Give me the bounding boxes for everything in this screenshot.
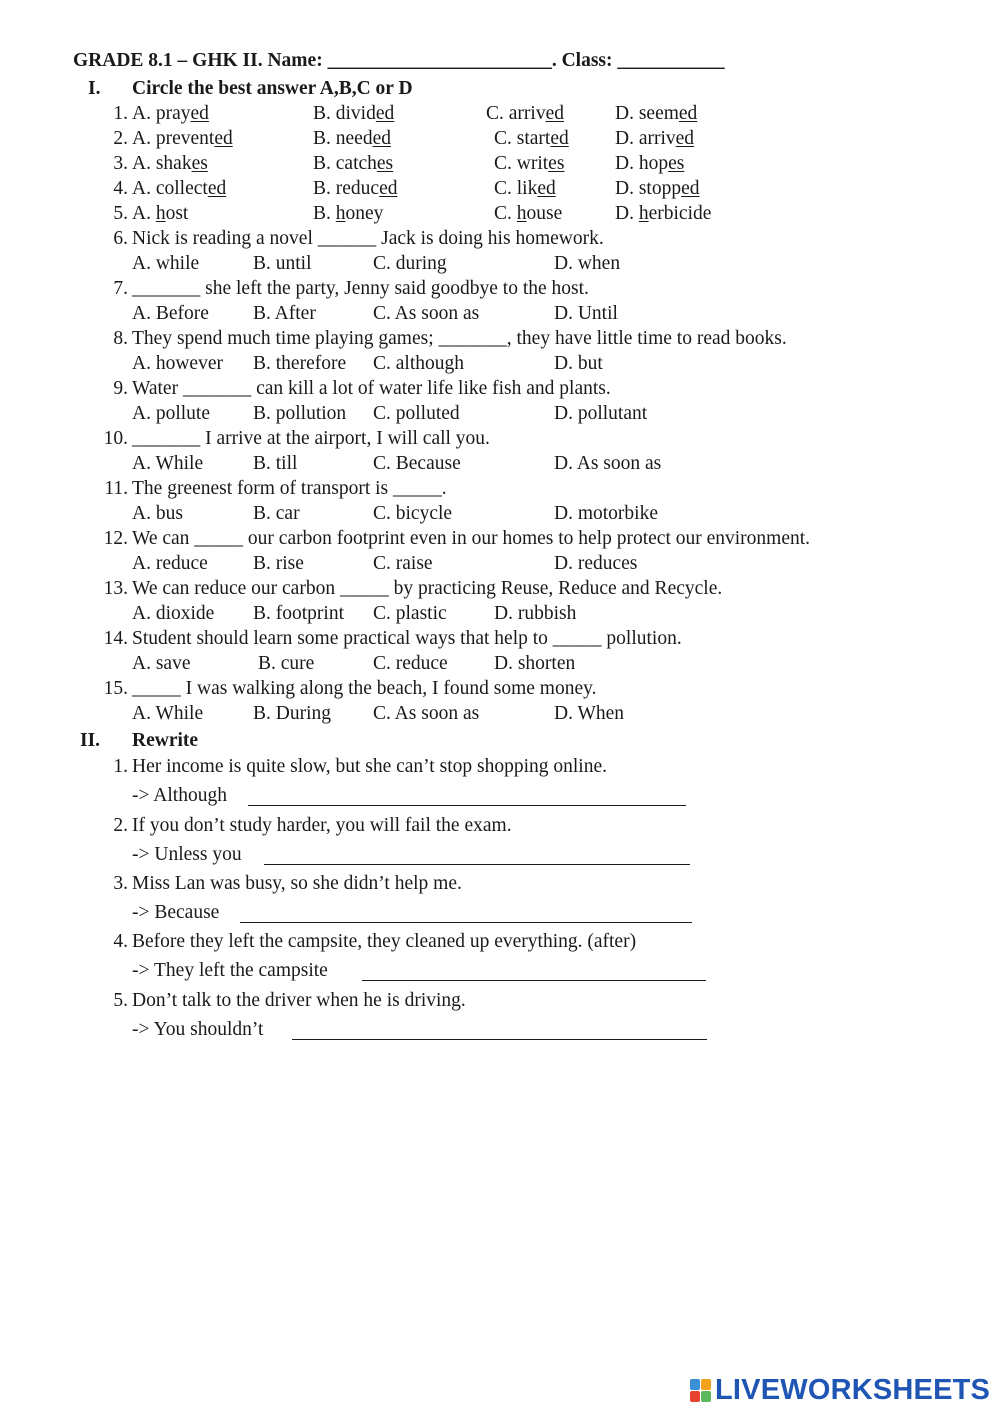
question-stem: We can reduce our carbon _____ by practicing Reuse, Reduce and Recycle. <box>132 578 723 599</box>
original-sentence: Miss Lan was busy, so she didn’t help me. <box>132 873 462 894</box>
options-row <box>0 453 999 478</box>
answer-option[interactable]: A. While <box>132 703 204 724</box>
answer-option[interactable] <box>486 103 564 125</box>
question-number: 7. <box>113 278 128 299</box>
option-text: A. prevent <box>132 128 215 149</box>
section-2-title: Rewrite <box>132 730 199 751</box>
answer-option[interactable] <box>132 128 233 150</box>
original-sentence: Her income is quite slow, but she can’t stop shopping online. <box>132 756 607 777</box>
option-text: A. pray <box>132 103 191 124</box>
options-row <box>0 603 999 628</box>
option-text: A. shak <box>132 153 192 174</box>
option-text-rest: oney <box>345 203 384 224</box>
answer-blank[interactable] <box>292 1039 707 1040</box>
answer-option[interactable] <box>132 178 226 200</box>
answer-option[interactable]: D. reduces <box>554 553 638 574</box>
logo-mark-icon <box>690 1379 712 1403</box>
section-2-numeral: II. <box>80 730 101 751</box>
rewrite-prompt: -> Because <box>132 902 220 923</box>
answer-option[interactable]: B. After <box>253 303 316 324</box>
underlined-sound: es <box>376 153 394 174</box>
options-row <box>0 653 999 678</box>
answer-option[interactable]: D. pollutant <box>554 403 648 424</box>
question-number: 9. <box>113 378 128 399</box>
answer-option[interactable] <box>494 203 562 225</box>
answer-option[interactable]: A. Before <box>132 303 209 324</box>
option-text-rest: erbicide <box>648 203 712 224</box>
answer-option[interactable]: C. As soon as <box>373 703 480 724</box>
question-row <box>0 578 999 603</box>
answer-option[interactable]: B. therefore <box>253 353 347 374</box>
question-number: 12. <box>103 528 128 549</box>
question-row <box>0 203 999 228</box>
rewrite-sentence-row <box>0 990 999 1015</box>
option-text-rest: ouse <box>526 203 563 224</box>
question-number: 1. <box>113 756 128 777</box>
underlined-sound: ed <box>207 178 227 199</box>
options-row <box>0 553 999 578</box>
answer-option[interactable]: A. bus <box>132 503 183 524</box>
logo-text: LIVEWORKSHEETS <box>715 1374 991 1406</box>
underlined-sound: ed <box>681 178 700 199</box>
answer-option[interactable]: D. but <box>554 353 603 374</box>
answer-blank[interactable] <box>248 805 686 806</box>
answer-option[interactable]: D. shorten <box>494 653 576 674</box>
answer-option[interactable] <box>313 203 383 225</box>
question-number: 13. <box>103 578 128 599</box>
options-row <box>0 353 999 378</box>
underlined-sound: h <box>516 203 527 224</box>
underlined-sound: es <box>191 153 208 174</box>
answer-option[interactable]: B. till <box>253 453 298 474</box>
question-number: 8. <box>113 328 128 349</box>
question-row <box>0 428 999 453</box>
underlined-sound: ed <box>190 103 209 124</box>
answer-option[interactable]: C. plastic <box>373 603 447 624</box>
answer-option[interactable]: B. car <box>253 503 300 524</box>
underlined-sound: ed <box>375 103 395 124</box>
underlined-sound: h <box>638 203 649 224</box>
rewrite-answer-row <box>0 1019 999 1044</box>
answer-option[interactable] <box>615 103 697 125</box>
option-text: B. catch <box>313 153 377 174</box>
answer-option[interactable]: B. pollution <box>253 403 347 424</box>
underlined-sound: ed <box>545 103 564 124</box>
answer-option[interactable]: A. while <box>132 253 200 274</box>
rewrite-sentence-row <box>0 756 999 781</box>
original-sentence: Before they left the campsite, they cleaned up everything. (after) <box>132 931 637 952</box>
rewrite-answer-row <box>0 844 999 869</box>
question-row <box>0 103 999 128</box>
answer-option[interactable]: C. Because <box>373 453 461 474</box>
question-number: 4. <box>113 931 128 952</box>
answer-option[interactable]: C. although <box>373 353 464 374</box>
worksheet-header: GRADE 8.1 – GHK II. Name: _______________________. Class: ___________ <box>73 50 725 71</box>
answer-blank[interactable] <box>240 922 692 923</box>
question-row <box>0 128 999 153</box>
answer-option[interactable]: C. bicycle <box>373 503 453 524</box>
answer-option[interactable]: D. when <box>554 253 621 274</box>
question-number: 3. <box>113 153 128 174</box>
question-stem: Nick is reading a novel ______ Jack is doing his homework. <box>132 228 604 249</box>
answer-option[interactable] <box>615 128 694 150</box>
underlined-sound: ed <box>550 128 569 149</box>
answer-option[interactable]: D. rubbish <box>494 603 577 624</box>
question-stem: We can _____ our carbon footprint even in our homes to help protect our environment. <box>132 528 811 549</box>
question-number: 15. <box>103 678 128 699</box>
question-row <box>0 628 999 653</box>
underlined-sound: es <box>668 153 685 174</box>
answer-option[interactable]: A. however <box>132 353 223 374</box>
question-stem: They spend much time playing games; _______, they have little time to read books. <box>132 328 787 349</box>
answer-option[interactable] <box>615 178 700 200</box>
answer-blank[interactable] <box>264 864 690 865</box>
question-number: 2. <box>113 128 128 149</box>
answer-option[interactable]: D. As soon as <box>554 453 662 474</box>
option-text: B. <box>313 203 336 224</box>
answer-blank[interactable] <box>362 980 706 981</box>
question-row <box>0 528 999 553</box>
answer-option[interactable] <box>132 203 188 225</box>
question-row <box>0 278 999 303</box>
option-text-rest: ost <box>165 203 189 224</box>
rewrite-prompt: -> They left the campsite <box>132 960 328 981</box>
section-1-numeral: I. <box>88 78 101 99</box>
option-text: C. writ <box>494 153 549 174</box>
question-stem: _______ she left the party, Jenny said goodbye to the host. <box>132 278 589 299</box>
question-number: 5. <box>113 990 128 1011</box>
answer-option[interactable]: C. raise <box>373 553 433 574</box>
answer-option[interactable]: C. during <box>373 253 447 274</box>
answer-option[interactable]: B. footprint <box>253 603 344 624</box>
answer-option[interactable]: B. until <box>253 253 312 274</box>
answer-option[interactable] <box>313 178 397 200</box>
question-number: 1. <box>113 103 128 124</box>
liveworksheets-logo <box>690 1374 990 1407</box>
underlined-sound: ed <box>537 178 556 199</box>
question-stem: Water _______ can kill a lot of water life like fish and plants. <box>132 378 611 399</box>
question-row <box>0 178 999 203</box>
question-number: 5. <box>113 203 128 224</box>
question-number: 14. <box>103 628 128 649</box>
answer-option[interactable]: C. polluted <box>373 403 460 424</box>
underlined-sound: es <box>548 153 565 174</box>
question-row <box>0 328 999 353</box>
option-text: D. stopp <box>615 178 682 199</box>
answer-option[interactable] <box>313 128 391 150</box>
underlined-sound: ed <box>675 128 695 149</box>
question-row <box>0 678 999 703</box>
answer-option[interactable]: A. dioxide <box>132 603 215 624</box>
original-sentence: If you don’t study harder, you will fail the exam. <box>132 815 512 836</box>
answer-option[interactable] <box>132 153 208 175</box>
question-row <box>0 153 999 178</box>
options-row <box>0 403 999 428</box>
rewrite-prompt: -> Although <box>132 785 227 806</box>
option-text: C. lik <box>494 178 538 199</box>
answer-option[interactable]: D. Until <box>554 303 618 324</box>
answer-option[interactable]: B. cure <box>258 653 315 674</box>
question-row <box>0 378 999 403</box>
question-number: 4. <box>113 178 128 199</box>
answer-option[interactable]: C. As soon as <box>373 303 480 324</box>
option-text: C. <box>494 203 517 224</box>
rewrite-sentence-row <box>0 873 999 898</box>
question-stem: _______ I arrive at the airport, I will call you. <box>132 428 490 449</box>
underlined-sound: h <box>155 203 166 224</box>
rewrite-answer-row <box>0 960 999 985</box>
option-text: D. hop <box>615 153 669 174</box>
option-text: A. <box>132 203 156 224</box>
answer-option[interactable]: A. reduce <box>132 553 208 574</box>
rewrite-sentence-row <box>0 815 999 840</box>
option-text: B. divid <box>313 103 376 124</box>
options-row <box>0 303 999 328</box>
answer-option[interactable]: B. rise <box>253 553 304 574</box>
question-stem: Student should learn some practical ways that help to _____ pollution. <box>132 628 682 649</box>
question-number: 11. <box>104 478 128 499</box>
underlined-sound: ed <box>678 103 698 124</box>
options-row <box>0 253 999 278</box>
underlined-sound: h <box>335 203 346 224</box>
question-stem: _____ I was walking along the beach, I found some money. <box>132 678 597 699</box>
rewrite-answer-row <box>0 785 999 810</box>
answer-option[interactable] <box>313 153 393 175</box>
answer-option[interactable] <box>494 128 569 150</box>
underlined-sound: ed <box>379 178 398 199</box>
rewrite-sentence-row <box>0 931 999 956</box>
answer-option[interactable] <box>494 153 564 175</box>
option-text: B. reduc <box>313 178 380 199</box>
underlined-sound: ed <box>214 128 233 149</box>
question-number: 6. <box>113 228 128 249</box>
option-text: D. seem <box>615 103 679 124</box>
rewrite-prompt: -> Unless you <box>132 844 242 865</box>
options-row <box>0 503 999 528</box>
answer-option[interactable]: B. During <box>253 703 331 724</box>
answer-option[interactable]: A. pollute <box>132 403 210 424</box>
rewrite-prompt: -> You shouldn’t <box>132 1019 264 1040</box>
rewrite-answer-row <box>0 902 999 927</box>
question-number: 3. <box>113 873 128 894</box>
section-1-title: Circle the best answer A,B,C or D <box>132 78 413 99</box>
answer-option[interactable] <box>615 153 684 175</box>
answer-option[interactable] <box>313 103 394 125</box>
answer-option[interactable]: D. When <box>554 703 625 724</box>
answer-option[interactable]: D. motorbike <box>554 503 658 524</box>
question-number: 10. <box>103 428 128 449</box>
answer-option[interactable] <box>494 178 556 200</box>
question-row <box>0 228 999 253</box>
option-text: C. start <box>494 128 551 149</box>
underlined-sound: ed <box>372 128 391 149</box>
question-stem: The greenest form of transport is _____. <box>132 478 447 499</box>
answer-option[interactable] <box>132 103 209 125</box>
question-row <box>0 478 999 503</box>
option-text: A. collect <box>132 178 208 199</box>
option-text: D. <box>615 203 639 224</box>
answer-option[interactable]: A. save <box>132 653 191 674</box>
option-text: B. need <box>313 128 373 149</box>
option-text: D. arriv <box>615 128 676 149</box>
original-sentence: Don’t talk to the driver when he is driving. <box>132 990 466 1011</box>
options-row <box>0 703 999 728</box>
answer-option[interactable]: C. reduce <box>373 653 448 674</box>
answer-option[interactable]: A. While <box>132 453 204 474</box>
option-text: C. arriv <box>486 103 546 124</box>
question-number: 2. <box>113 815 128 836</box>
answer-option[interactable] <box>615 203 711 225</box>
